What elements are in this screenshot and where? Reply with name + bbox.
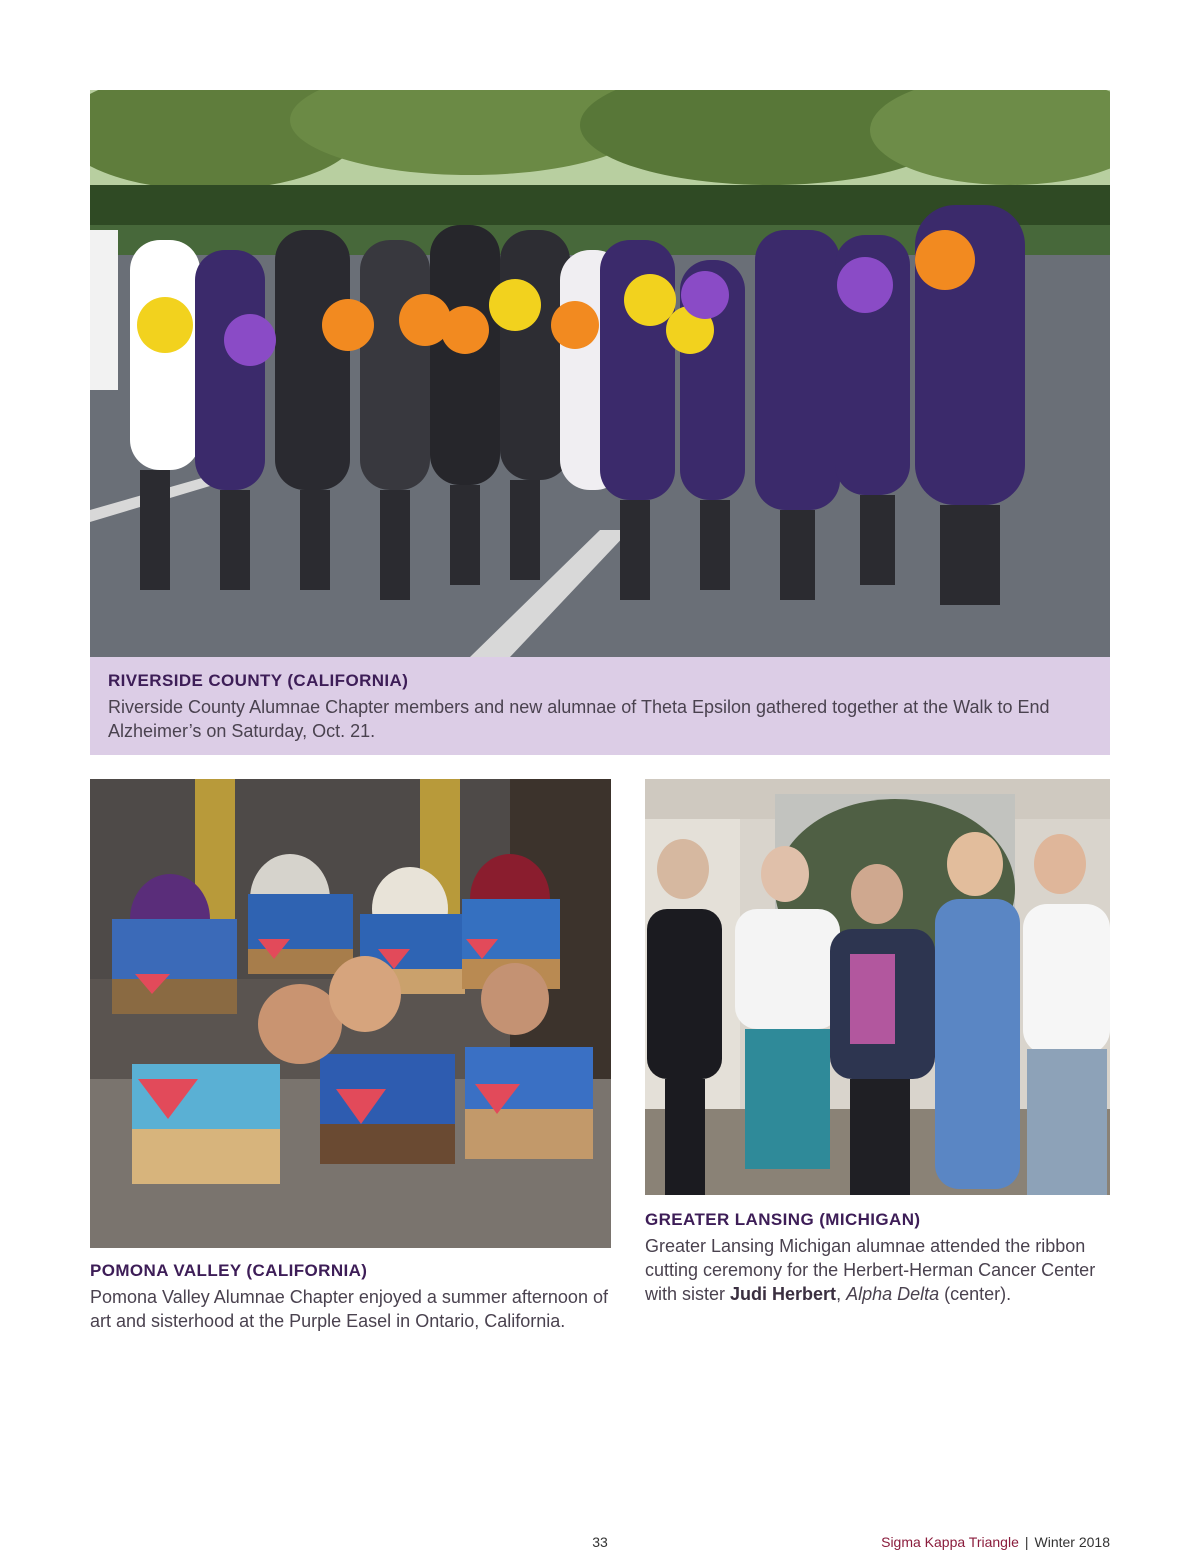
lansing-caption-text: Greater Lansing Michigan alumnae attended the ribbon cutting ceremony for the Herbert-Herman Cancer Center with sister bbox=[645, 1236, 1096, 1304]
lansing-caption-title: GREATER LANSING (MICHIGAN) bbox=[645, 1210, 921, 1229]
lansing-caption-comma: , bbox=[836, 1284, 847, 1304]
footer-separator: | bbox=[1024, 1534, 1029, 1550]
lansing-caption bbox=[645, 1210, 1110, 1306]
footer bbox=[881, 1534, 1110, 1550]
issue-date: Winter 2018 bbox=[1034, 1534, 1110, 1550]
lansing-group-photo bbox=[645, 779, 1110, 1195]
pomona-caption-title: POMONA VALLEY (CALIFORNIA) bbox=[90, 1261, 368, 1280]
riverside-group-photo bbox=[90, 90, 1110, 657]
lansing-caption-chapter: Alpha Delta bbox=[846, 1284, 940, 1304]
pomona-painting-photo bbox=[90, 779, 611, 1248]
page-number: 33 bbox=[592, 1534, 608, 1550]
riverside-caption-body: Riverside County Alumnae Chapter members and new alumnae of Theta Epsilon gathered together at the Walk to End Alzheimer’s on Saturday, Oct. 21. bbox=[108, 697, 1050, 741]
lansing-caption-end: (center). bbox=[939, 1284, 1012, 1304]
pomona-caption-body: Pomona Valley Alumnae Chapter enjoyed a summer afternoon of art and sisterhood at the Purple Easel in Ontario, California. bbox=[90, 1287, 608, 1331]
pomona-caption bbox=[90, 1261, 611, 1333]
riverside-caption bbox=[90, 657, 1110, 755]
riverside-caption-title: RIVERSIDE COUNTY (CALIFORNIA) bbox=[108, 671, 409, 690]
magazine-name: Sigma Kappa Triangle bbox=[881, 1534, 1019, 1550]
lansing-caption-name: Judi Herbert bbox=[730, 1284, 837, 1304]
lansing-caption-body bbox=[645, 1236, 1095, 1304]
